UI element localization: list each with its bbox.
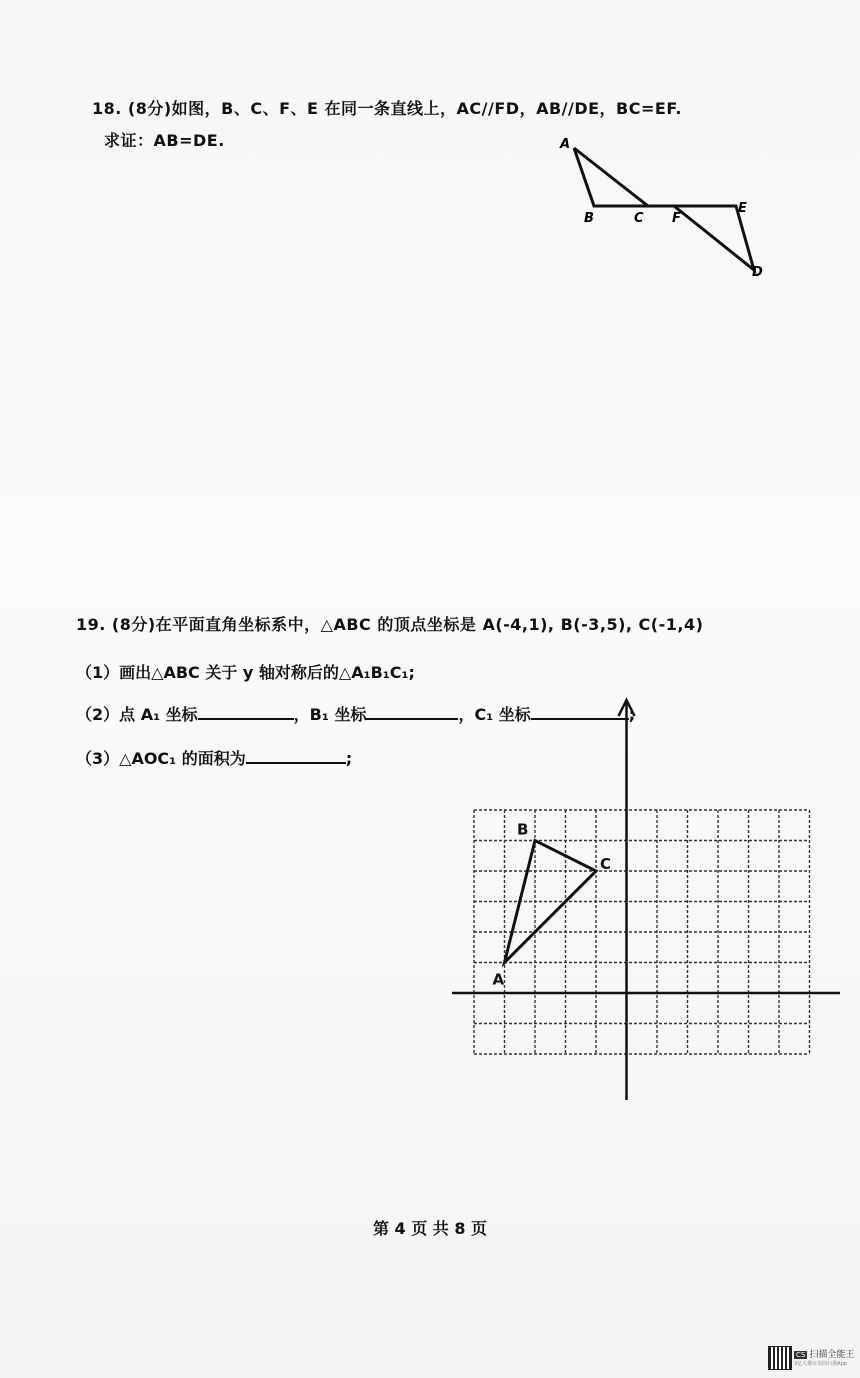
vertex-label-A: A bbox=[492, 970, 505, 989]
q19-sub3-end: ; bbox=[345, 749, 353, 768]
q18-label-A: A bbox=[560, 137, 571, 152]
page-footer: 第 4 页 共 8 页 bbox=[372, 1219, 488, 1238]
q19-sub2-c1-label: ，C₁ 坐标 bbox=[458, 705, 531, 724]
grid-lines bbox=[474, 810, 810, 1054]
q19-a1-blank[interactable] bbox=[198, 702, 294, 720]
q19-sub3-label: （3）△AOC₁ 的面积为 bbox=[76, 749, 246, 768]
q18-label-B: B bbox=[584, 211, 594, 226]
q18-label-D: D bbox=[752, 265, 763, 280]
q19-sub3 bbox=[76, 746, 352, 769]
q18-label-C: C bbox=[634, 211, 644, 226]
vertex-label-B: B bbox=[517, 820, 529, 839]
cs-logo-icon: CS bbox=[796, 1351, 806, 1359]
watermark-brand-text: 扫描全能王 bbox=[809, 1350, 855, 1360]
q19-sub2-a1-label: （2）点 A₁ 坐标 bbox=[76, 705, 198, 724]
q18-figure bbox=[550, 130, 780, 290]
q18-prove: 求证：AB=DE. bbox=[104, 131, 225, 150]
q19-sub1: （1）画出△ABC 关于 y 轴对称后的△A₁B₁C₁; bbox=[76, 663, 415, 682]
q18-statement: 18. (8分)如图，B、C、F、E 在同一条直线上，AC//FD，AB//DE，BC=EF. bbox=[92, 99, 682, 118]
watermark-sub: 3亿人都在用的扫描App bbox=[794, 1361, 847, 1367]
q19-sub2-b1-label: ，B₁ 坐标 bbox=[293, 705, 367, 724]
qr-code-icon bbox=[768, 1346, 792, 1370]
q18-label-F: F bbox=[672, 211, 681, 226]
q19-triangle-abc bbox=[493, 821, 612, 989]
vertex-label-C: C bbox=[600, 855, 612, 873]
q19-sub2-end: ; bbox=[628, 705, 636, 724]
q18-triangle-abc bbox=[574, 148, 648, 206]
q19-coordinate-grid bbox=[440, 680, 840, 1100]
axes bbox=[452, 700, 840, 1100]
watermark-brand bbox=[794, 1347, 854, 1360]
q18-label-E: E bbox=[738, 201, 747, 216]
q19-statement: 19. (8分)在平面直角坐标系中，△ABC 的顶点坐标是 A(-4,1), B(-3,5), C(-1,4) bbox=[76, 615, 704, 634]
q19-area-blank[interactable] bbox=[246, 746, 346, 764]
